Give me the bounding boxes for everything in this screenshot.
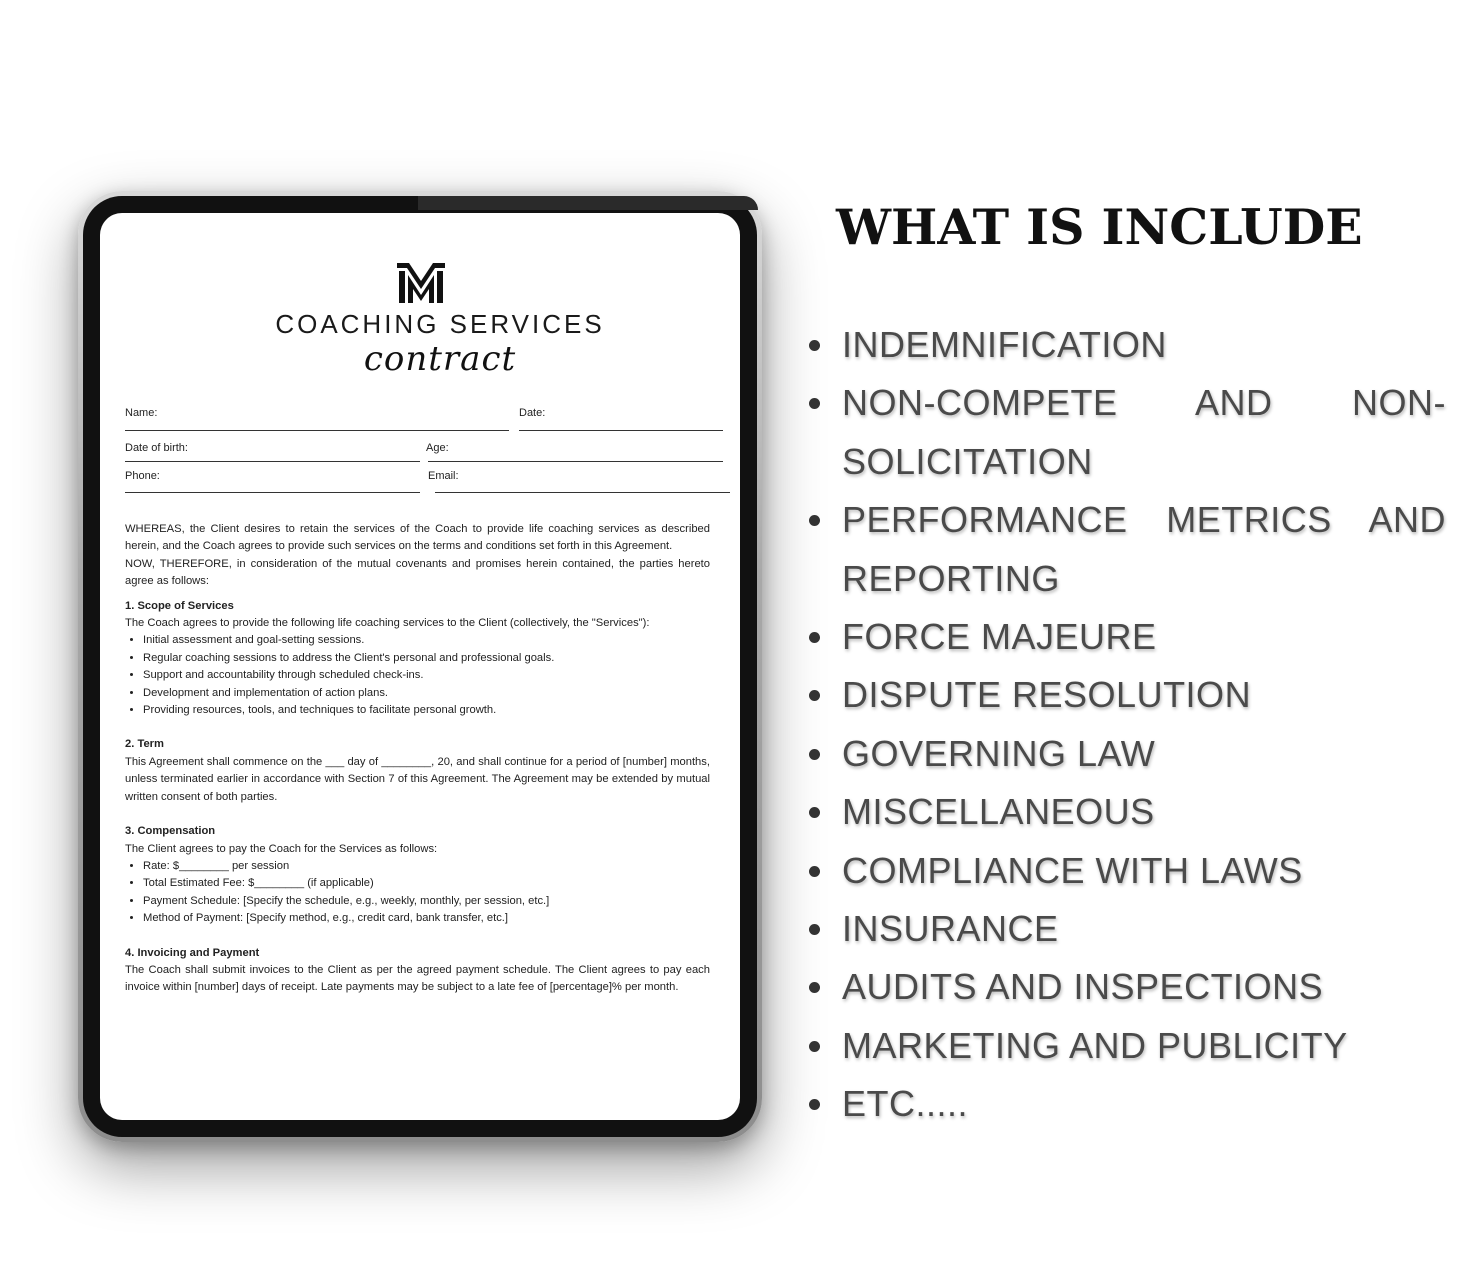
includes-list — [806, 316, 1446, 1134]
bezel-highlight — [418, 196, 758, 210]
bullet-icon — [809, 515, 820, 526]
section-heading: 4. Invoicing and Payment — [125, 946, 260, 959]
list-item: • Development and implementation of action plans. — [143, 685, 710, 702]
mm-logo — [395, 259, 447, 307]
bullet-icon — [809, 690, 820, 701]
tablet-mockup — [78, 191, 762, 1142]
date-line — [519, 430, 723, 431]
list-item: • Initial assessment and goal-setting sessions. — [143, 632, 710, 649]
contract-body — [125, 521, 710, 997]
list-item: • Method of Payment: [Specify method, e.g., credit card, bank transfer, etc.] — [143, 910, 710, 927]
bullet-icon — [809, 340, 820, 351]
list-item: DISPUTE RESOLUTION — [806, 666, 1446, 724]
list-item: MISCELLANEOUS — [806, 783, 1446, 841]
section-text: This Agreement shall commence on the ___ day of ________, 20, and shall continue for a period of [number] months, unless terminated earlier in accordance with Section 7 of this Agreement. The Agreement may be extended by mutual written consent of both parties. — [125, 755, 710, 803]
bullet-icon — [809, 982, 820, 993]
section-text: The Coach agrees to provide the following life coaching services to the Client (collectively, the "Services"): — [125, 617, 650, 630]
date-label: Date: — [519, 407, 546, 419]
name-label: Name: — [125, 407, 158, 419]
list-item: GOVERNING LAW — [806, 725, 1446, 783]
section-text: The Client agrees to pay the Coach for the Services as follows: — [125, 842, 438, 855]
list-item: COMPLIANCE WITH LAWS — [806, 842, 1446, 900]
email-line — [435, 492, 730, 493]
section-heading: 1. Scope of Services — [125, 599, 234, 612]
section-text: The Coach shall submit invoices to the Client as per the agreed payment schedule. The Client agrees to pay each invoice within [number] days of receipt. Late payments may be subject to a late fee of [percentage]% per month. — [125, 963, 710, 994]
dob-label: Date of birth: — [125, 442, 188, 454]
bullet-icon — [809, 807, 820, 818]
age-line — [428, 461, 723, 462]
section-heading: 2. Term — [125, 738, 164, 751]
list-item: ETC..... — [806, 1075, 1446, 1133]
bullet-icon — [809, 924, 820, 935]
document-subtitle: contract — [363, 339, 517, 379]
bullet-icon — [809, 398, 820, 409]
intro-paragraph-2: NOW, THEREFORE, in consideration of the mutual covenants and promises herein contained, the parties hereto agree as follows: — [125, 557, 710, 588]
includes-heading: WHAT IS INCLUDE — [836, 198, 1363, 256]
dob-line — [125, 461, 420, 462]
section-heading: 3. Compensation — [125, 825, 216, 838]
bullet-icon — [809, 1099, 820, 1110]
list-item: INDEMNIFICATION — [806, 316, 1446, 374]
name-line — [125, 430, 509, 431]
list-item: MARKETING AND PUBLICITY — [806, 1017, 1446, 1075]
list-item: AUDITS AND INSPECTIONS — [806, 958, 1446, 1016]
tablet-bezel — [83, 196, 757, 1137]
list-item: INSURANCE — [806, 900, 1446, 958]
list-item: • Providing resources, tools, and techniques to facilitate personal growth. — [143, 702, 710, 719]
list-item: • Support and accountability through scheduled check-ins. — [143, 667, 710, 684]
list-item: • Total Estimated Fee: $________ (if applicable) — [143, 875, 710, 892]
list-item: • Payment Schedule: [Specify the schedule, e.g., weekly, monthly, per session, etc.] — [143, 893, 710, 910]
intro-paragraph-1: WHEREAS, the Client desires to retain the services of the Coach to provide life coaching services as described herein, and the Coach agrees to provide such services on the terms and conditions set forth in this Agreement. — [125, 523, 710, 553]
bullet-icon — [809, 1041, 820, 1052]
phone-label: Phone: — [125, 470, 160, 482]
email-label: Email: — [428, 470, 459, 482]
bullet-icon — [809, 866, 820, 877]
list-item: • Regular coaching sessions to address the Client's personal and professional goals. — [143, 650, 710, 667]
document-title: COACHING SERVICES — [275, 309, 605, 339]
bullet-icon — [809, 749, 820, 760]
bullet-list — [125, 632, 710, 719]
tablet-screen — [100, 213, 740, 1120]
phone-line — [125, 492, 420, 493]
list-item: • Rate: $________ per session — [143, 858, 710, 875]
bullet-list — [125, 858, 710, 928]
age-label: Age: — [426, 442, 449, 454]
bullet-icon — [809, 632, 820, 643]
list-item: NON-COMPETE AND NON-SOLICITATION — [806, 374, 1446, 491]
list-item: PERFORMANCE METRICS AND REPORTING — [806, 491, 1446, 608]
list-item: FORCE MAJEURE — [806, 608, 1446, 666]
